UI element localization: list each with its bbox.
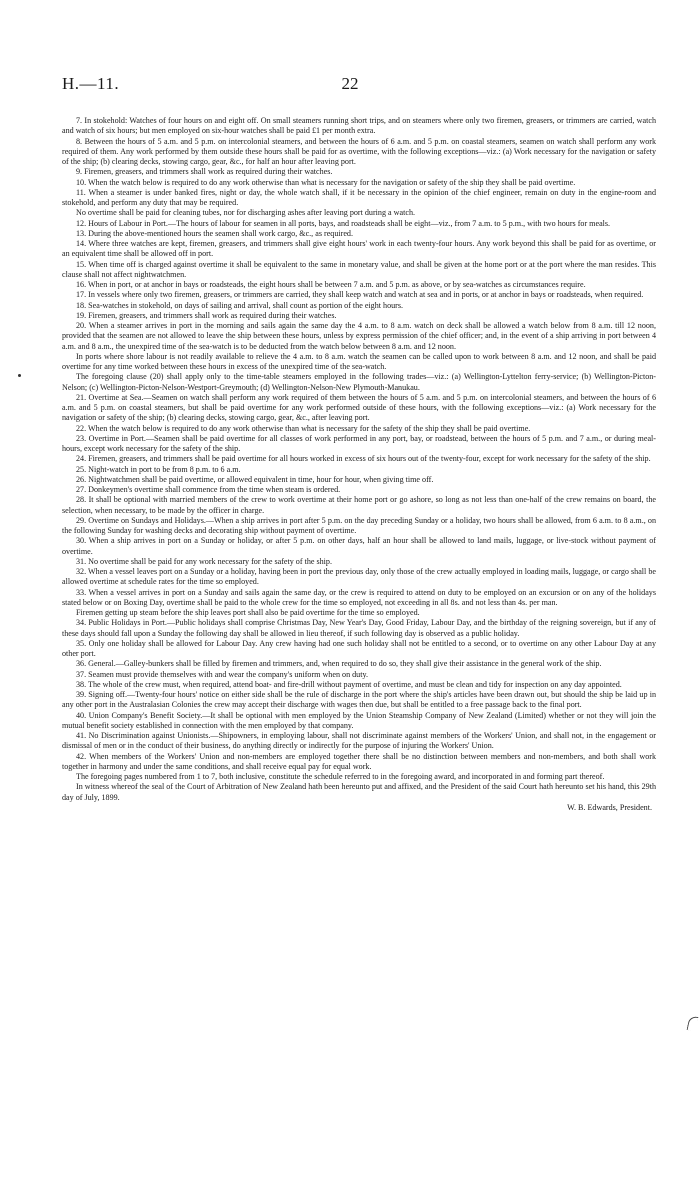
paragraph: 27. Donkeymen's overtime shall commence from the time when steam is ordered. xyxy=(76,485,341,494)
paragraph: The foregoing pages numbered from 1 to 7, both inclusive, constitute the schedule referred to in the foregoing award, and incorporated in and forming part thereof. xyxy=(76,772,605,781)
paragraph: The foregoing clause (20) shall apply only to the time-table steamers employed in the following trades—viz.: (a) Wellington-Lyttelton ferry-service; (b) Wellington-Picton-Nelson; (c) Wellington-Picton-Nelson-Westport-Greymouth; (d) Wellington-Nelson-New Plymouth-Manukau. xyxy=(62,372,656,392)
paragraph: 10. When the watch below is required to do any work otherwise than what is necessary for the navigation or safety of the ship they shall be paid overtime. xyxy=(76,177,576,187)
paragraph: 33. When a vessel arrives in port on a Sunday and sails again the same day, or the crew is required to attend on duty to be employed on an excursion or on any of the holidays stated below or on Boxing Day, overtime shall be paid to the whole crew for the time so employed, not exceeding in all 8s. and not less than 4s. per man. xyxy=(62,587,656,607)
paragraph: 32. When a vessel leaves port on a Sunday or a holiday, having been in port the previous day, only those of the crew actually employed in loading mails, luggage, or cargo shall be allowed overtime at schedule rates for the time so employed. xyxy=(62,567,656,587)
paragraph: 22. When the watch below is required to do any work otherwise than what is necessary for the safety of the ship they shall be paid overtime. xyxy=(76,423,531,433)
paragraph: 11. When a steamer is under banked fires, night or day, the whole watch shall, if it be necessary in the opinion of the chief engineer, remain on duty in the engine-room and stokehold, and perform any duty that may be required. xyxy=(62,187,656,207)
paragraph: 30. When a ship arrives in port on a Sunday or holiday, or after 5 p.m. on other days, half an hour shall be allowed to land mails, luggage, or live-stock without payment of overtime. xyxy=(62,536,656,556)
paragraph: 7. In stokehold: Watches of four hours on and eight off. On small steamers running short trips, and on steamers where only two firemen, greasers, or trimmers are carried, watch and watch of six hours; but men employed on six-hour watches shall be paid £1 per month extra. xyxy=(62,116,656,136)
paragraph: 40. Union Company's Benefit Society.—It shall be optional with men employed by the Union Steamship Company of New Zealand (Limited) whether or not they will join the mutual benefit society established in connection with the men employed by that company. xyxy=(62,710,656,730)
paragraph: Firemen getting up steam before the ship leaves port shall also be paid overtime for the time so employed. xyxy=(76,608,420,617)
paragraph: 29. Overtime on Sundays and Holidays.—When a ship arrives in port after 5 p.m. on the day preceding Sunday or a holiday, two hours shall be allowed, from 6 a.m. to 8 a.m., on the following Sunday for washing decks and decorating ship without payment of overtime. xyxy=(62,515,656,535)
paragraph: 26. Nightwatchmen shall be paid overtime, or allowed equivalent in time, hour for hour, when giving time off. xyxy=(76,474,434,484)
paragraph: 18. Sea-watches in stokehold, on days of sailing and arrival, shall count as portion of the eight hours. xyxy=(76,300,404,310)
paragraph: 21. Overtime at Sea.—Seamen on watch shall perform any work required of them between the hours of 5 a.m. and 5 p.m. on intercolonial steamers, and between the hours of 6 a.m. and 5 p.m. on coastal steamers, but shall be paid overtime for any work performed outside of these hours, with the following exceptions—viz.: (a) Work necessary for the navigation or safety of the ship; (b) clearing decks, stowing cargo, gear, &c., after leaving port. xyxy=(62,392,656,423)
paragraph: In ports where shore labour is not readily available to relieve the 4 a.m. to 8 a.m. watch the seamen can be called upon to work between 8 a.m. and 12 noon, and shall be paid overtime for any time worked between these hours in excess of the unexpired time of the sea-watch. xyxy=(62,351,656,371)
paragraph: 41. No Discrimination against Unionists.—Shipowners, in employing labour, shall not discriminate against members of the Workers' Union, and shall not, in the engagement or dismissal of men or in the conduct of their business, do anything directly or indirectly for the purpose of injuring the Workers' Union. xyxy=(62,731,656,751)
signature-line: W. B. Edwards, President. xyxy=(567,802,652,812)
paragraph: 9. Firemen, greasers, and trimmers shall work as required during their watches. xyxy=(76,167,333,177)
margin-hook-mark xyxy=(687,1015,699,1032)
page-number: 22 xyxy=(341,74,359,93)
paragraph: 25. Night-watch in port to be from 8 p.m. to 6 a.m. xyxy=(76,464,241,474)
paragraph: 16. When in port, or at anchor in bays or roadsteads, the eight hours shall be between 7 a.m. and 5 p.m. as above, or by sea-watches as circumstances require. xyxy=(76,280,586,289)
paragraph: 12. Hours of Labour in Port.—The hours of labour for seamen in all ports, bays, and roadsteads shall be eight—viz., from 7 a.m. to 5 p.m., with two hours for meals. xyxy=(76,218,611,228)
paragraph: 15. When time off is charged against overtime it shall be equivalent to the same in monetary value, and shall be given at the home port or at the port where the man resides. This clause shall not affect nightwatchmen. xyxy=(62,259,656,279)
paragraph: 34. Public Holidays in Port.—Public holidays shall comprise Christmas Day, New Year's Day, Good Friday, Labour Day, and the birthday of the reigning sovereign, but if any of these days should fall upon a Sunday the following day shall be allowed in lieu thereof, if such following day is observed as a public holiday. xyxy=(62,618,656,638)
paragraph: 24. Firemen, greasers, and trimmers shall be paid overtime for all hours worked in excess of six hours out of the twenty-four, except for work necessary for the safety of the ship. xyxy=(76,454,651,464)
paragraph: 36. General.—Galley-bunkers shall be filled by firemen and trimmers, and, when required to do so, they shall give their assistance in the general work of the ship. xyxy=(76,659,602,669)
paragraph: 42. When members of the Workers' Union and non-members are employed together there shall be no distinction between members and non-members, and both shall work together in harmony and under the same conditions, and shall receive equal pay for equal work. xyxy=(62,751,656,771)
paragraph: In witness whereof the seal of the Court of Arbitration of New Zealand hath been hereunto put and affixed, and the President of the said Court hath hereunto set his hand, this 29th day of July, 1899. xyxy=(62,782,656,802)
paragraph: No overtime shall be paid for cleaning tubes, nor for discharging ashes after leaving port during a watch. xyxy=(76,208,416,218)
paragraph: 35. Only one holiday shall be allowed for Labour Day. Any crew having had one such holiday shall not be entitled to a second, or to overtime on any other Labour Day at any other port. xyxy=(62,638,656,658)
document-reference: H.—11. xyxy=(62,74,120,93)
document-body xyxy=(62,116,656,813)
paragraph: 19. Firemen, greasers, and trimmers shall work as required during their watches. xyxy=(76,310,337,320)
paragraph: 28. It shall be optional with married members of the crew to work overtime at their home port or go ashore, so long as not less than one-half of the crew remains on board, the selection, when necessary, to be made by the officer in charge. xyxy=(62,495,656,515)
paragraph: 37. Seamen must provide themselves with and wear the company's uniform when on duty. xyxy=(76,669,369,679)
paragraph: 38. The whole of the crew must, when required, attend boat- and fire-drill without payment of overtime, and must be clean and tidy for inspection on any day appointed. xyxy=(76,679,622,689)
paragraph: 14. Where three watches are kept, firemen, greasers, and trimmers shall give eight hours' work in each twenty-four hours. Any work beyond this shall be paid for as overtime, or an equivalent time shall be allowed off in port. xyxy=(62,239,656,259)
paragraph: 39. Signing off.—Twenty-four hours' notice on either side shall be the rule of discharge in the port where the ship's articles have been drawn out, but should the ship be laid up in any other port in the Australasian Colonies the crew may accept their discharge with wages then due, but shall be entitled to a free passage back to the final port. xyxy=(62,690,656,710)
paragraph: 17. In vessels where only two firemen, greasers, or trimmers are carried, they shall keep watch and watch at sea and in ports, or at anchor in bays or roadsteads, when required. xyxy=(76,290,644,300)
paragraph: 13. During the above-mentioned hours the seamen shall work cargo, &c., as required. xyxy=(76,228,353,238)
paragraph: 20. When a steamer arrives in port in the morning and sails again the same day the 4 a.m. to 8 a.m. watch on deck shall be allowed a watch below from 8 a.m. till 12 noon, provided that the seamen are not allowed to leave the ship between these hours, unless by express permission of the chief officer; and, in the event of a ship arriving in port between 4 a.m. and 8 a.m., the unexpired time of the sea-watch is to be deducted from the watch below between 8 a.m. and 12 noon. xyxy=(62,321,656,351)
paragraph: 31. No overtime shall be paid for any work necessary for the safety of the ship. xyxy=(76,556,333,566)
margin-speck xyxy=(18,374,21,377)
paragraph: 23. Overtime in Port.—Seamen shall be paid overtime for all classes of work performed in any port, bay, or roadstead, between the hours of 5 p.m. and 7 a.m., or during meal-hours, except work necessary for the safety of the ship. xyxy=(62,433,656,453)
paragraph: 8. Between the hours of 5 a.m. and 5 p.m. on intercolonial steamers, and between the hours of 6 a.m. and 5 p.m. on coastal steamers, seamen on watch shall perform any work required of them. Any work performed by them outside these hours shall be paid for as overtime, with the following exceptions—viz.: (a) Work necessary for the navigation or safety of the ship; (b) clearing decks, stowing cargo, gear, &c., for half an hour after leaving port. xyxy=(62,136,656,166)
